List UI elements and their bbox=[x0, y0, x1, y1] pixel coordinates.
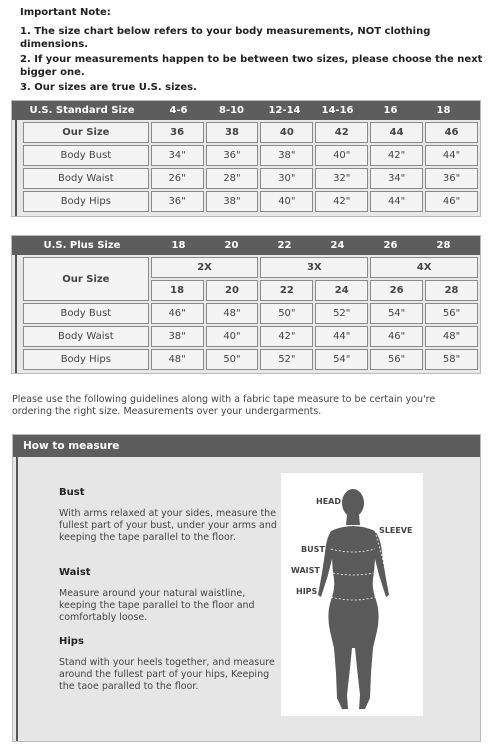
table-cell: 40 bbox=[260, 122, 313, 143]
table-cell: 28 bbox=[425, 280, 478, 301]
table-row bbox=[23, 257, 478, 278]
table-cell: 44" bbox=[315, 326, 368, 347]
table-cell: 22 bbox=[260, 280, 313, 301]
standard-header-col: 18 bbox=[436, 105, 451, 116]
table-cell: 52" bbox=[315, 303, 368, 324]
size-group-2x: 2X bbox=[151, 257, 259, 278]
hips-text: Stand with your heels together, and measure around the fullest part of your hips, Keeping the taoe paralled to the floor. bbox=[59, 657, 275, 692]
table-cell: 38" bbox=[206, 191, 259, 212]
note-item-3: 3. Our sizes are true U.S. sizes. bbox=[20, 82, 197, 93]
standard-table-header bbox=[12, 101, 480, 120]
standard-header-col: 14-16 bbox=[321, 105, 354, 116]
plus-size-table bbox=[11, 235, 481, 374]
plus-header-col: 26 bbox=[383, 240, 398, 251]
table-cell: 42 bbox=[315, 122, 368, 143]
table-side-bar bbox=[15, 255, 17, 373]
table-cell: 38" bbox=[151, 326, 204, 347]
important-note bbox=[20, 6, 485, 96]
table-cell: 54" bbox=[370, 303, 423, 324]
plus-header-col: 28 bbox=[436, 240, 451, 251]
standard-header-col: 8-10 bbox=[218, 105, 245, 116]
standard-table-body bbox=[21, 120, 480, 214]
table-cell: 58" bbox=[425, 349, 478, 370]
table-cell: 42" bbox=[370, 145, 423, 166]
table-cell: 44 bbox=[370, 122, 423, 143]
guidelines-text: Please use the following guidelines along with a fabric tape measure to be certain you're ordering the right size. Measurements over your undergarments. bbox=[12, 394, 436, 417]
note-item-2: 2. If your measurements happen to be between two sizes, please choose the next bigger one. bbox=[20, 54, 483, 78]
note-heading: Important Note: bbox=[20, 7, 111, 18]
waist-text: Measure around your natural waistline, keeping the tape parallel to the floor and comfortably loose. bbox=[59, 588, 255, 623]
plus-header-col: 20 bbox=[224, 240, 239, 251]
table-cell: 48" bbox=[151, 349, 204, 370]
table-cell: 40" bbox=[260, 191, 313, 212]
table-cell: 34" bbox=[151, 145, 204, 166]
table-cell: 52" bbox=[260, 349, 313, 370]
bust-title: Bust bbox=[59, 487, 85, 498]
table-cell: 40" bbox=[315, 145, 368, 166]
table-cell: 42" bbox=[315, 191, 368, 212]
table-cell: 56" bbox=[425, 303, 478, 324]
table-cell: 42" bbox=[260, 326, 313, 347]
table-cell: 20 bbox=[206, 280, 259, 301]
table-cell: 56" bbox=[370, 349, 423, 370]
row-label: Our Size bbox=[23, 257, 149, 301]
row-label: Body Waist bbox=[23, 168, 149, 189]
standard-size-table bbox=[11, 100, 481, 217]
table-row bbox=[23, 303, 478, 324]
row-label: Body Waist bbox=[23, 326, 149, 347]
figure-label-waist: WAIST bbox=[291, 566, 320, 575]
row-label: Body Hips bbox=[23, 349, 149, 370]
table-cell: 40" bbox=[206, 326, 259, 347]
table-row bbox=[23, 168, 478, 189]
panel-side-bar bbox=[16, 457, 18, 741]
row-label: Body Bust bbox=[23, 145, 149, 166]
hips-section bbox=[59, 636, 284, 693]
plus-header-title: U.S. Plus Size bbox=[43, 240, 121, 251]
table-cell: 28" bbox=[206, 168, 259, 189]
table-cell: 36 bbox=[151, 122, 204, 143]
table-cell: 46" bbox=[370, 326, 423, 347]
table-cell: 36" bbox=[206, 145, 259, 166]
table-row bbox=[23, 349, 478, 370]
bust-section bbox=[59, 487, 284, 544]
figure-label-hips: HIPS bbox=[296, 587, 318, 596]
table-cell: 26" bbox=[151, 168, 204, 189]
standard-header-col: 16 bbox=[383, 105, 398, 116]
table-row bbox=[23, 191, 478, 212]
table-cell: 46" bbox=[425, 191, 478, 212]
table-cell: 34" bbox=[370, 168, 423, 189]
how-to-measure-title: How to measure bbox=[13, 435, 480, 457]
figure-label-bust: BUST bbox=[301, 545, 325, 554]
table-row bbox=[23, 326, 478, 347]
table-cell: 54" bbox=[315, 349, 368, 370]
table-cell: 44" bbox=[370, 191, 423, 212]
table-row bbox=[23, 122, 478, 143]
figure-label-sleeve: SLEEVE bbox=[379, 526, 413, 535]
table-cell: 38 bbox=[206, 122, 259, 143]
table-cell: 24 bbox=[315, 280, 368, 301]
table-cell: 48" bbox=[206, 303, 259, 324]
table-side-bar bbox=[15, 120, 17, 216]
plus-header-col: 24 bbox=[330, 240, 345, 251]
standard-header-col: 4-6 bbox=[169, 105, 188, 116]
body-figure-box bbox=[281, 473, 423, 716]
plus-header-col: 18 bbox=[171, 240, 186, 251]
hips-title: Hips bbox=[59, 636, 84, 647]
table-cell: 46 bbox=[425, 122, 478, 143]
waist-title: Waist bbox=[59, 567, 91, 578]
row-label: Our Size bbox=[23, 122, 149, 143]
table-cell: 38" bbox=[260, 145, 313, 166]
table-cell: 26 bbox=[370, 280, 423, 301]
table-row bbox=[23, 145, 478, 166]
plus-table-header bbox=[12, 236, 480, 255]
table-cell: 46" bbox=[151, 303, 204, 324]
table-cell: 30" bbox=[260, 168, 313, 189]
how-to-measure-panel bbox=[12, 434, 481, 742]
figure-label-head: HEAD bbox=[316, 497, 341, 506]
table-cell: 44" bbox=[425, 145, 478, 166]
standard-header-col: 12-14 bbox=[268, 105, 301, 116]
plus-table-body bbox=[21, 255, 480, 372]
bust-text: With arms relaxed at your sides, measure the fullest part of your bust, under your arms and keeping the tape parallel to the floor. bbox=[59, 508, 277, 543]
row-label: Body Hips bbox=[23, 191, 149, 212]
table-cell: 48" bbox=[425, 326, 478, 347]
row-label: Body Bust bbox=[23, 303, 149, 324]
size-group-3x: 3X bbox=[260, 257, 368, 278]
table-cell: 32" bbox=[315, 168, 368, 189]
note-item-1: 1. The size chart below refers to your body measurements, NOT clothing dimensions. bbox=[20, 26, 431, 50]
table-cell: 50" bbox=[260, 303, 313, 324]
size-group-4x: 4X bbox=[370, 257, 478, 278]
waist-section bbox=[59, 567, 284, 624]
table-cell: 36" bbox=[425, 168, 478, 189]
table-cell: 18 bbox=[151, 280, 204, 301]
standard-header-title: U.S. Standard Size bbox=[29, 105, 135, 116]
plus-header-col: 22 bbox=[277, 240, 292, 251]
table-cell: 50" bbox=[206, 349, 259, 370]
table-cell: 36" bbox=[151, 191, 204, 212]
